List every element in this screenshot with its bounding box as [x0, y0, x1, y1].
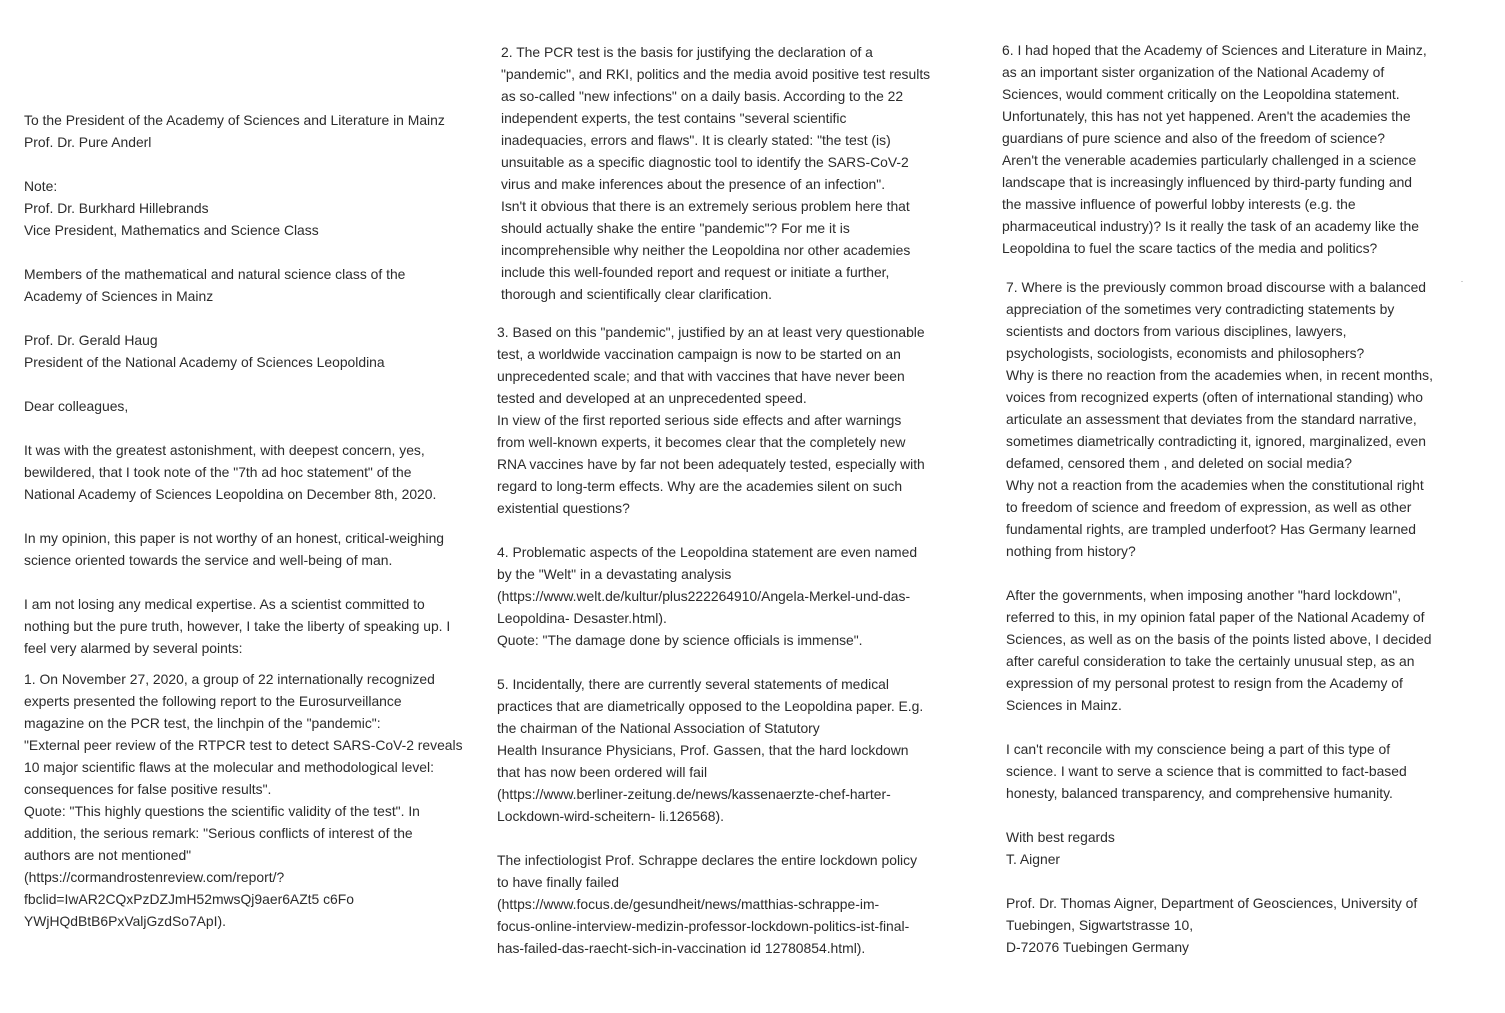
letter-column-3 — [1002, 39, 1457, 958]
text-line: that has now been ordered will fail — [497, 764, 708, 780]
text-line: include this well-founded report and request or initiate a further, — [501, 264, 890, 280]
text-line: has-failed-das-raecht-sich-in-vaccination id 12780854.html). — [497, 940, 866, 956]
text-line: 3. Based on this "pandemic", justified by an at least very questionable — [497, 324, 925, 340]
text-line: Health Insurance Physicians, Prof. Gassen, that the hard lockdown — [497, 742, 909, 758]
paragraph-spacer — [497, 519, 952, 541]
text-line: practices that are diametrically opposed to the Leopoldina paper. E.g. — [497, 698, 924, 714]
text-line: tested and developed at an unprecedented speed. — [497, 390, 807, 406]
text-line: as so-called "new infections" on a daily basis. According to the 22 — [501, 88, 904, 104]
text-line: "pandemic", and RKI, politics and the media avoid positive test results — [501, 66, 931, 82]
paragraph-spacer — [24, 307, 474, 329]
text-line: Members of the mathematical and natural science class of the — [24, 266, 406, 282]
text-line: existential questions? — [497, 500, 630, 516]
text-line: YWjHQdBtB6PxValjGzdSo7ApI). — [24, 913, 227, 929]
text-line: Prof. Dr. Gerald Haug — [24, 332, 158, 348]
text-line: test, a worldwide vaccination campaign is now to be started on an — [497, 346, 901, 362]
text-line: With best regards — [1006, 829, 1115, 845]
text-line: from well-known experts, it becomes clear that the completely new — [497, 434, 906, 450]
text-line: virus and make inferences about the presence of an infection". — [501, 176, 886, 192]
text-line: as an important sister organization of the National Academy of — [1002, 64, 1385, 80]
text-line: Why not a reaction from the academies when the constitutional right — [1006, 477, 1424, 493]
text-line: pharmaceutical industry)? Is it really the task of an academy like the — [1002, 218, 1419, 234]
text-line: It was with the greatest astonishment, with deepest concern, yes, — [24, 442, 425, 458]
text-line: the massive influence of powerful lobby interests (e.g. the — [1002, 196, 1356, 212]
text-line: 6. I had hoped that the Academy of Sciences and Literature in Mainz, — [1002, 42, 1427, 58]
point-7-and-closing — [1002, 276, 1457, 958]
text-line: (https://www.welt.de/kultur/plus222264910/Angela-Merkel-und-das- — [497, 588, 911, 604]
text-line: Sciences, would comment critically on the Leopoldina statement. — [1002, 86, 1400, 102]
text-line: 5. Incidentally, there are currently several statements of medical — [497, 676, 889, 692]
paragraph-spacer — [24, 373, 474, 395]
text-line: inadequacies, errors and flaws". It is clearly stated: "the test (is) — [501, 132, 891, 148]
text-line: Leopoldina- Desaster.html). — [497, 610, 667, 626]
text-line: D-72076 Tuebingen Germany — [1006, 939, 1190, 955]
text-line: science. I want to serve a science that is committed to fact-based — [1006, 763, 1407, 779]
paragraph-spacer — [1006, 804, 1457, 826]
text-line: 10 major scientific flaws at the molecular and methodological level: — [24, 759, 434, 775]
text-line: focus-online-interview-medizin-professor-lockdown-politics-ist-final- — [497, 918, 910, 934]
text-line: After the governments, when imposing another "hard lockdown", — [1006, 587, 1402, 603]
text-line: National Academy of Sciences Leopoldina on December 8th, 2020. — [24, 486, 437, 502]
text-line: addition, the serious remark: "Serious conflicts of interest of the — [24, 825, 413, 841]
text-line: Tuebingen, Sigwartstrasse 10, — [1006, 917, 1194, 933]
text-line: expression of my personal protest to resign from the Academy of — [1006, 675, 1403, 691]
text-line: by the "Welt" in a devastating analysis — [497, 566, 732, 582]
text-line: appreciation of the sometimes very contradicting statements by — [1006, 301, 1395, 317]
text-line: Unfortunately, this has not yet happened. Aren't the academies the — [1002, 108, 1411, 124]
text-line: In view of the first reported serious side effects and after warnings — [497, 412, 902, 428]
text-line: experts presented the following report to the Eurosurveillance — [24, 693, 402, 709]
text-line: referred to this, in my opinion fatal paper of the National Academy of — [1006, 609, 1425, 625]
text-line: Lockdown-wird-scheitern- li.126568). — [497, 808, 724, 824]
text-line: to have finally failed — [497, 874, 620, 890]
paragraph-spacer — [1006, 870, 1457, 892]
text-line: to freedom of science and freedom of expression, as well as other — [1006, 499, 1412, 515]
text-line: Aren't the venerable academies particularly challenged in a science — [1002, 152, 1417, 168]
points-3-to-5-paragraphs — [497, 321, 952, 959]
text-line: (https://www.focus.de/gesundheit/news/matthias-schrappe-im- — [497, 896, 880, 912]
paragraph-spacer — [497, 651, 952, 673]
text-line: T. Aigner — [1006, 851, 1061, 867]
text-line: guardians of pure science and also of the freedom of science? — [1002, 130, 1386, 146]
point-1-paragraph — [24, 668, 474, 932]
text-line: 1. On November 27, 2020, a group of 22 internationally recognized — [24, 671, 435, 687]
point-6-paragraph — [1002, 39, 1457, 259]
text-line: I can't reconcile with my conscience being a part of this type of — [1006, 741, 1391, 757]
text-line: 4. Problematic aspects of the Leopoldina statement are even named — [497, 544, 918, 560]
paragraph-spacer — [24, 505, 474, 527]
text-line: regard to long-term effects. Why are the academies silent on such — [497, 478, 903, 494]
paragraph-spacer — [24, 417, 474, 439]
text-line: unsuitable as a specific diagnostic tool to identify the SARS-CoV-2 — [501, 154, 909, 170]
text-line: Isn't it obvious that there is an extremely serious problem here that — [501, 198, 910, 214]
letter-address-and-intro — [24, 109, 474, 659]
text-line: after careful consideration to take the certainly unusual step, as an — [1006, 653, 1415, 669]
text-line: scientists and doctors from various disciplines, lawyers, — [1006, 323, 1347, 339]
text-line: To the President of the Academy of Sciences and Literature in Mainz — [24, 112, 445, 128]
paragraph-spacer — [24, 571, 474, 593]
text-line: Prof. Dr. Thomas Aigner, Department of Geosciences, University of — [1006, 895, 1418, 911]
text-line: articulate an assessment that deviates from the standard narrative, — [1006, 411, 1417, 427]
text-line: Academy of Sciences in Mainz — [24, 288, 214, 304]
text-line: honesty, balanced transparency, and comprehensive humanity. — [1006, 785, 1393, 801]
text-line: Leopoldina to fuel the scare tactics of the media and politics? — [1002, 240, 1378, 256]
text-line: feel very alarmed by several points: — [24, 640, 243, 656]
text-line: the chairman of the National Association of Statutory — [497, 720, 820, 736]
text-line: In my opinion, this paper is not worthy of an honest, critical-weighing — [24, 530, 445, 546]
text-line: science oriented towards the service and well-being of man. — [24, 552, 393, 568]
text-line: unprecedented scale; and that with vaccines that have never been — [497, 368, 905, 384]
text-line: I am not losing any medical expertise. As a scientist committed to — [24, 596, 425, 612]
text-line: sometimes diametrically contradicting it, ignored, marginalized, even — [1006, 433, 1426, 449]
text-line: The infectiologist Prof. Schrappe declares the entire lockdown policy — [497, 852, 918, 868]
text-line: nothing from history? — [1006, 543, 1136, 559]
text-line: psychologists, sociologists, economists and philosophers? — [1006, 345, 1365, 361]
text-line: RNA vaccines have by far not been adequately tested, especially with — [497, 456, 925, 472]
paragraph-spacer — [24, 241, 474, 263]
text-line: (https://cormandrostenreview.com/report/? — [24, 869, 285, 885]
text-line: magazine on the PCR test, the linchpin of the "pandemic": — [24, 715, 381, 731]
text-line: bewildered, that I took note of the "7th ad hoc statement" of the — [24, 464, 412, 480]
paragraph-spacer — [24, 153, 474, 175]
text-line: Vice President, Mathematics and Science Class — [24, 222, 319, 238]
stray-mark — [1461, 281, 1463, 282]
text-line: Sciences, as well as on the basis of the points listed above, I decided — [1006, 631, 1432, 647]
letter-column-1 — [24, 109, 474, 932]
text-line: nothing but the pure truth, however, I take the liberty of speaking up. I — [24, 618, 451, 634]
text-line: Why is there no reaction from the academies when, in recent months, — [1006, 367, 1433, 383]
text-line: (https://www.berliner-zeitung.de/news/kassenaerzte-chef-harter- — [497, 786, 891, 802]
text-line: landscape that is increasingly influenced by third-party funding and — [1002, 174, 1413, 190]
text-line: Prof. Dr. Pure Anderl — [24, 134, 152, 150]
text-line: Quote: "This highly questions the scientific validity of the test". In — [24, 803, 420, 819]
text-line: defamed, censored them , and deleted on social media? — [1006, 455, 1352, 471]
text-line: fundamental rights, are trampled underfoot? Has Germany learned — [1006, 521, 1416, 537]
paragraph-spacer — [1006, 716, 1457, 738]
text-line: 2. The PCR test is the basis for justifying the declaration of a — [501, 44, 873, 60]
text-line: voices from recognized experts (often of international standing) who — [1006, 389, 1423, 405]
text-line: President of the National Academy of Sciences Leopoldina — [24, 354, 385, 370]
text-line: Note: — [24, 178, 58, 194]
text-line: consequences for false positive results". — [24, 781, 272, 797]
text-line: should actually shake the entire "pandemic"? For me it is — [501, 220, 850, 236]
text-line: Sciences in Mainz. — [1006, 697, 1122, 713]
text-line: Prof. Dr. Burkhard Hillebrands — [24, 200, 209, 216]
text-line: "External peer review of the RTPCR test to detect SARS-CoV-2 reveals — [24, 737, 463, 753]
text-line: Dear colleagues, — [24, 398, 129, 414]
text-line: Quote: "The damage done by science officials is immense". — [497, 632, 863, 648]
text-line: 7. Where is the previously common broad discourse with a balanced — [1006, 279, 1427, 295]
text-line: incomprehensible why neither the Leopoldina nor other academies — [501, 242, 911, 258]
text-line: thorough and scientifically clear clarification. — [501, 286, 773, 302]
text-line: independent experts, the test contains "several scientific — [501, 110, 847, 126]
text-line: fbclid=IwAR2CQxPzDZJmH52mwsQj9aer6AZt5 c6Fo — [24, 891, 354, 907]
paragraph-spacer — [1006, 562, 1457, 584]
point-2-paragraph — [497, 41, 952, 305]
letter-column-2 — [497, 41, 952, 959]
paragraph-spacer — [497, 827, 952, 849]
text-line: authors are not mentioned" — [24, 847, 192, 863]
